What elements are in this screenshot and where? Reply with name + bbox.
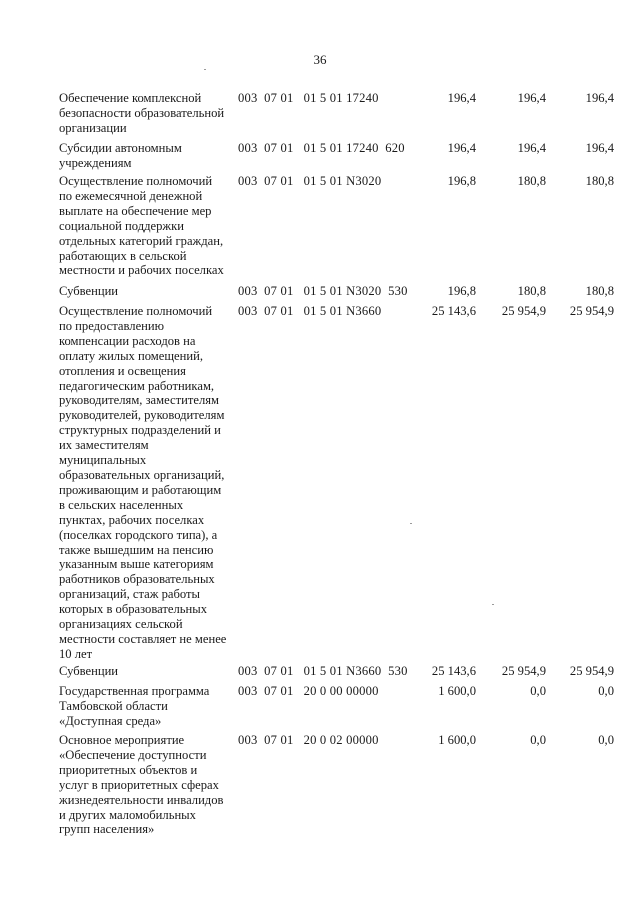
row-description: Обеспечение комплексной безопасности образовательной организации	[59, 91, 225, 135]
row-description: Субвенции	[59, 664, 119, 678]
row-budget-code: 003 07 01 01 5 01 N3020 530	[238, 284, 408, 298]
row-budget-code: 003 07 01 20 0 00 00000	[238, 684, 379, 698]
row-value-year2: 0,0	[530, 684, 546, 698]
row-value-year3: 0,0	[598, 684, 614, 698]
row-value-year1: 1 600,0	[438, 684, 476, 698]
row-value-year2: 25 954,9	[501, 304, 546, 318]
row-value-year1: 25 143,6	[431, 664, 476, 678]
row-description: Государственная программа Тамбовской области «Доступная среда»	[59, 684, 210, 728]
row-value-year3: 180,8	[585, 174, 614, 188]
page-number: 36	[313, 52, 327, 67]
row-budget-code: 003 07 01 01 5 01 N3660 530	[238, 664, 408, 678]
row-value-year3: 25 954,9	[569, 664, 614, 678]
row-value-year1: 196,8	[447, 284, 476, 298]
row-value-year3: 196,4	[585, 91, 614, 105]
scan-speck	[492, 604, 494, 605]
row-value-year3: 0,0	[598, 733, 614, 747]
scan-speck	[410, 523, 412, 524]
row-value-year2: 0,0	[530, 733, 546, 747]
scan-speck	[204, 69, 206, 70]
row-description: Осуществление полномочий по предоставлению компенсации расходов на оплату жилых помещений, отопления и освещения педагогическим работникам, руководителям, заместителям руководителей, руководителям структурных подразделений и их заместителям муниципальных образовательных организаций, проживающим и работающим в сельских населенных пунктах, рабочих поселках (поселках городского типа), а также вышедшим на пенсию указанным выше категориям работников образовательных организаций, стаж работы которых в образовательных организациях сельской местности составляет не менее 10 лет	[59, 304, 227, 661]
row-description: Субсидии автономным учреждениям	[59, 141, 182, 170]
row-value-year3: 180,8	[585, 284, 614, 298]
row-budget-code: 003 07 01 01 5 01 N3660	[238, 304, 382, 318]
row-value-year2: 196,4	[517, 141, 546, 155]
row-budget-code: 003 07 01 01 5 01 N3020	[238, 174, 382, 188]
row-value-year1: 196,8	[447, 174, 476, 188]
row-description: Осуществление полномочий по ежемесячной денежной выплате на обеспечение мер социальной поддержки отдельных категорий граждан, работающих в сельской местности и рабочих поселках	[59, 174, 224, 278]
row-budget-code: 003 07 01 01 5 01 17240 620	[238, 141, 405, 155]
row-description: Субвенции	[59, 284, 119, 298]
row-description: Основное мероприятие «Обеспечение доступности приоритетных объектов и услуг в приоритетных сферах жизнедеятельности инвалидов и других маломобильных групп населения»	[59, 733, 224, 837]
row-value-year1: 196,4	[447, 141, 476, 155]
row-value-year2: 196,4	[517, 91, 546, 105]
row-budget-code: 003 07 01 01 5 01 17240	[238, 91, 379, 105]
row-value-year1: 25 143,6	[431, 304, 476, 318]
row-value-year1: 1 600,0	[438, 733, 476, 747]
row-value-year2: 180,8	[517, 174, 546, 188]
row-value-year2: 180,8	[517, 284, 546, 298]
row-value-year2: 25 954,9	[501, 664, 546, 678]
row-budget-code: 003 07 01 20 0 02 00000	[238, 733, 379, 747]
row-value-year3: 196,4	[585, 141, 614, 155]
row-value-year1: 196,4	[447, 91, 476, 105]
row-value-year3: 25 954,9	[569, 304, 614, 318]
